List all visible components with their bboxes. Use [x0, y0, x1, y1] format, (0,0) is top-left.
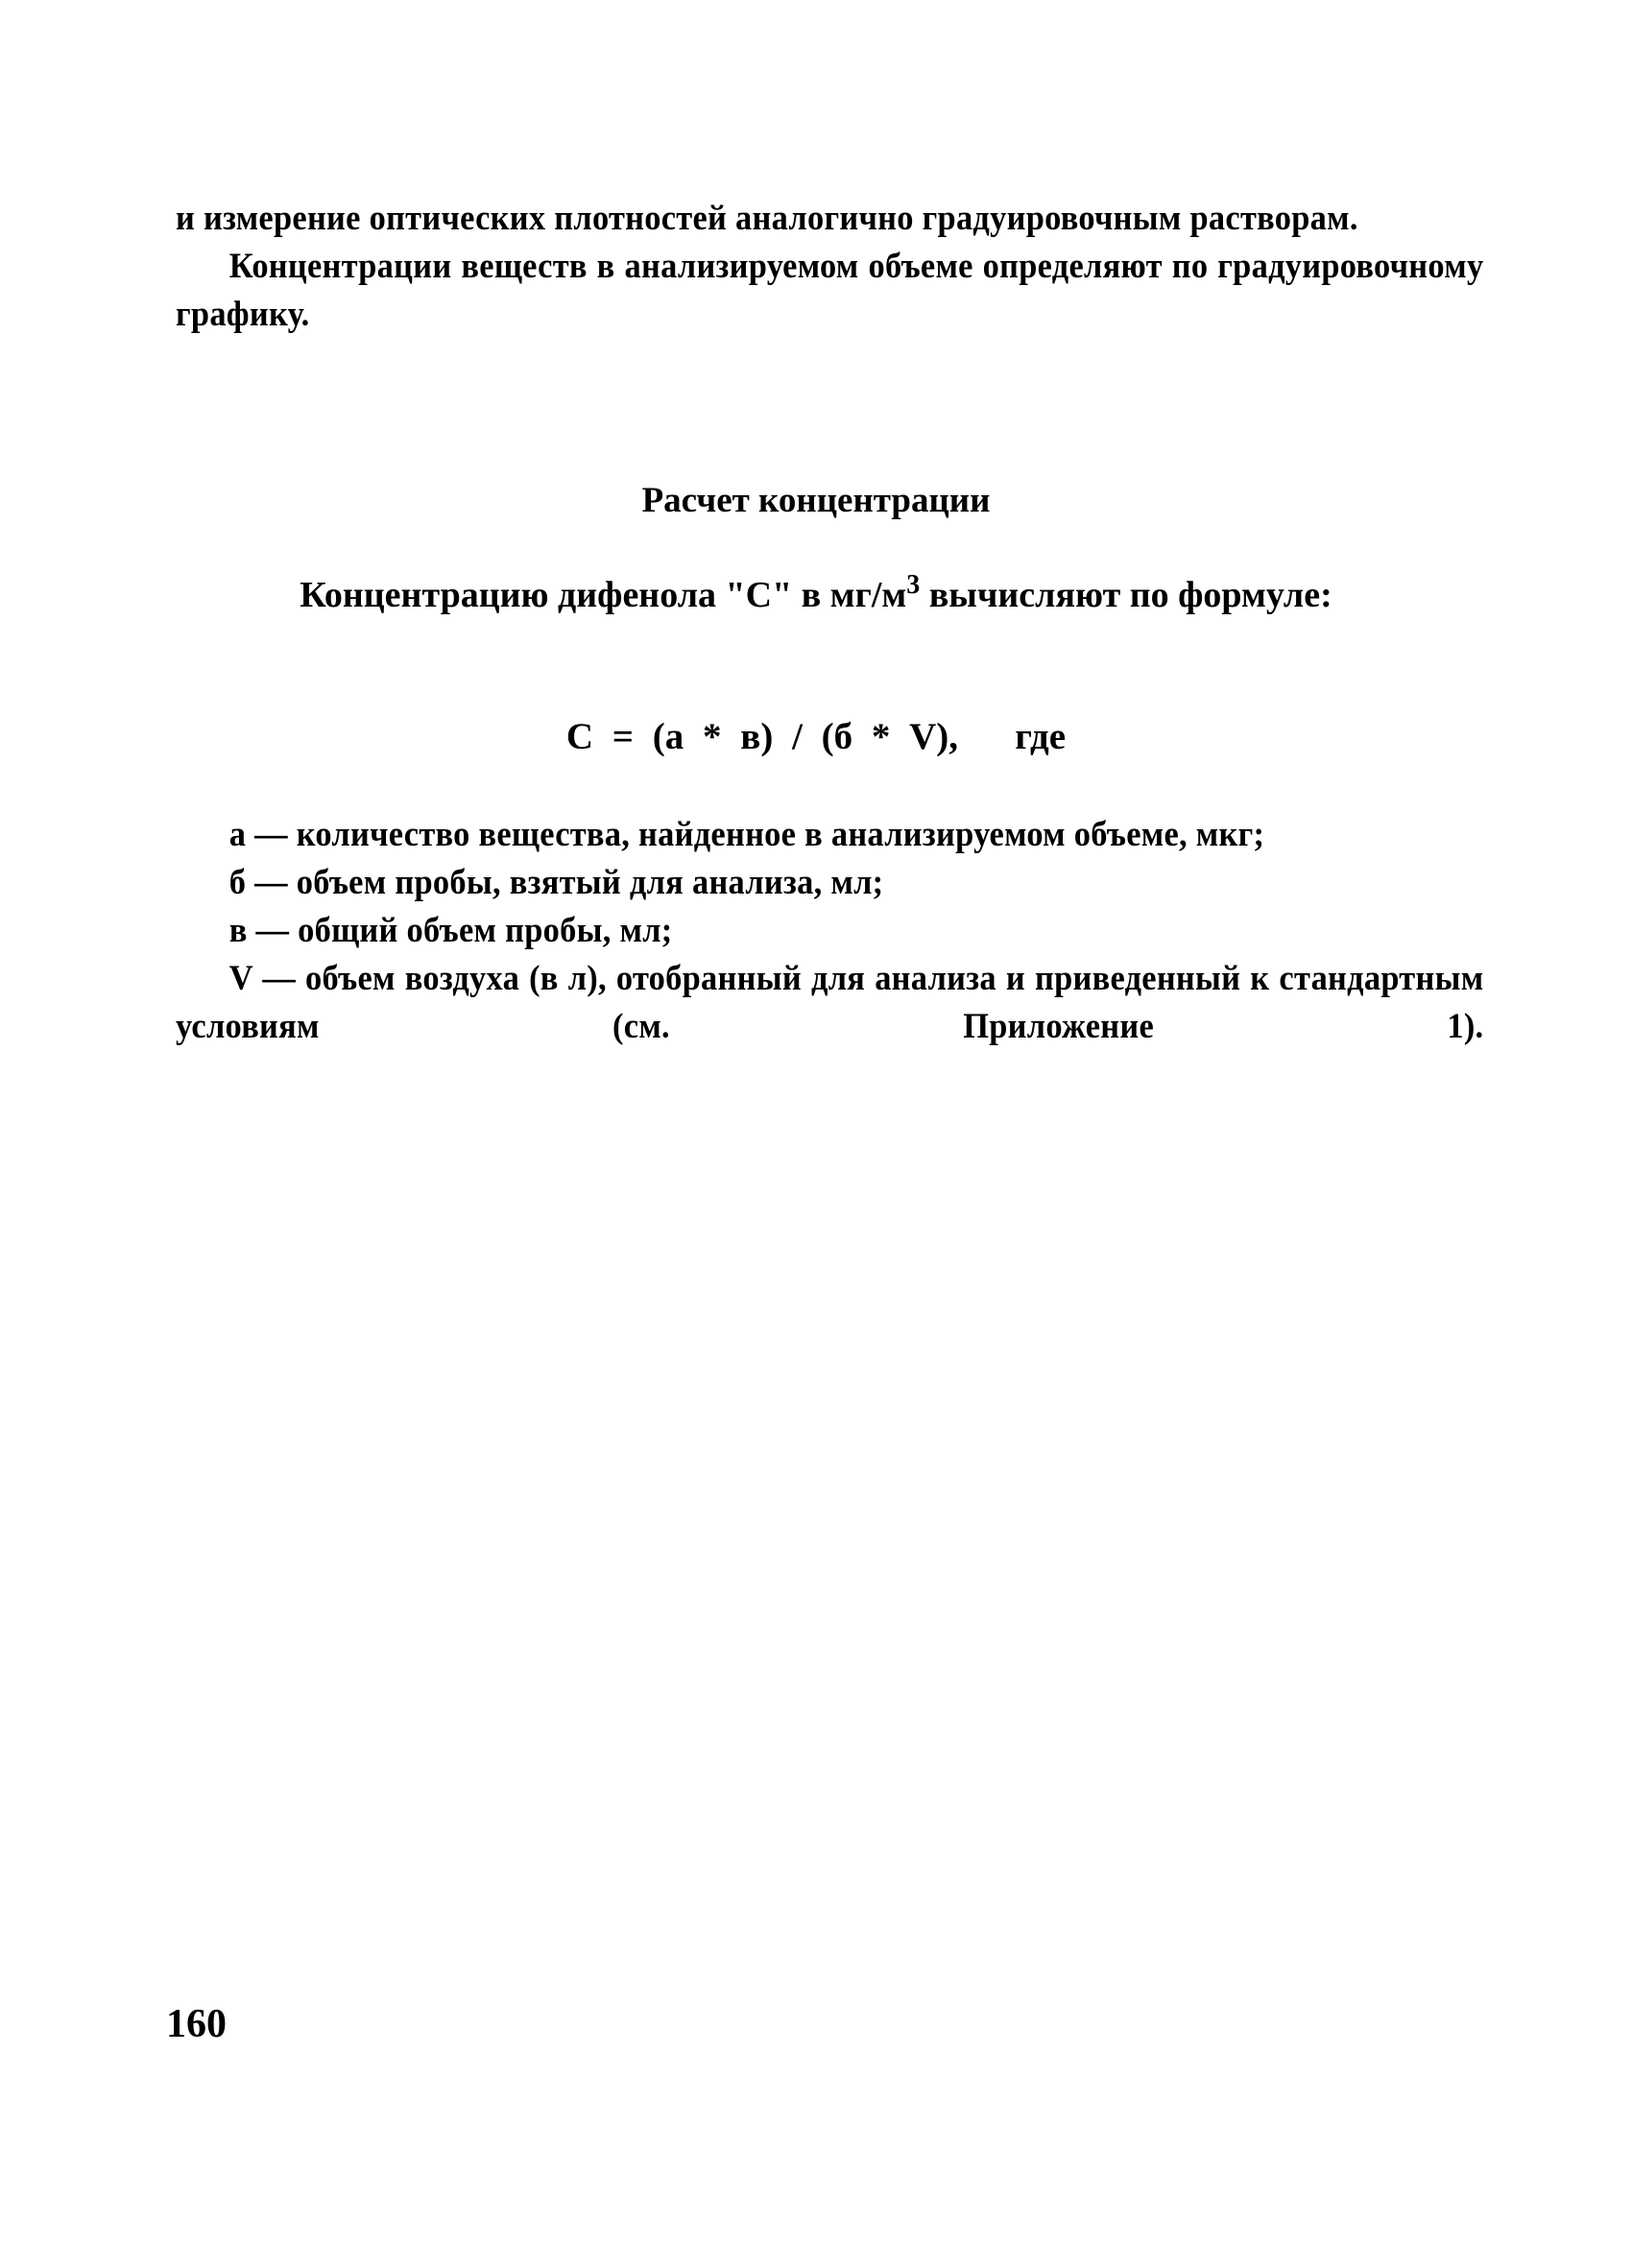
definition-v: в — общий объем пробы, мл;	[228, 911, 673, 950]
formula-intro-text-end: вычисляют по формуле:	[920, 575, 1332, 615]
formula-intro-text: Концентрацию дифенола "С" в мг/м	[300, 575, 907, 615]
variable-definitions	[176, 811, 1483, 1051]
definition-b: б — объем пробы, взятый для анализа, мл;	[228, 863, 884, 902]
paragraph-continuation: и измерение оптических плотностей аналогично градуировочным растворам.	[176, 199, 1358, 238]
formula-intro	[0, 570, 1632, 616]
superscript-cube: 3	[906, 570, 921, 600]
definition-a: а — количество вещества, найденное в анализируемом объеме, мкг;	[228, 815, 1265, 854]
top-text	[176, 195, 1483, 339]
paragraph-concentration-determination: Концентрации веществ в анализируемом объеме определяют по градуировочному графику.	[176, 247, 1484, 334]
definition-volume: V — объем воздуха (в л), отобранный для анализа и приведенный к стандартным условиям (см. Приложение 1).	[176, 959, 1484, 1046]
page-number: 160	[166, 2002, 227, 2046]
section-heading: Расчет концентрации	[641, 481, 991, 520]
formula: С = (а * в) / (б * V), где	[565, 716, 1067, 757]
